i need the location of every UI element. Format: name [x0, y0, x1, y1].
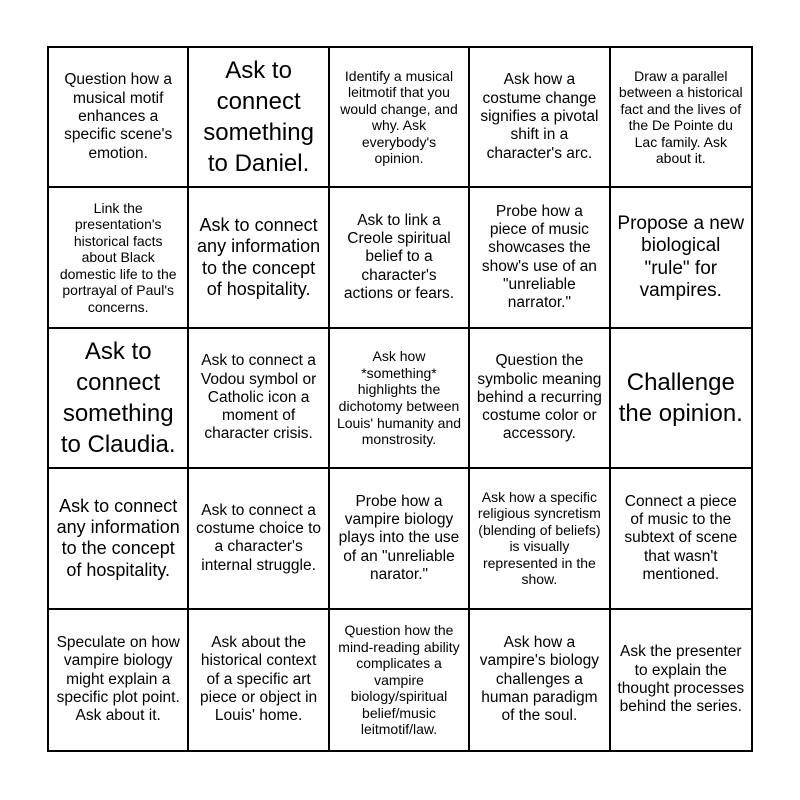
cell-text: Probe how a vampire biology plays into the use of an "unreliable narator."	[338, 492, 460, 583]
bingo-cell[interactable]	[330, 469, 470, 609]
bingo-cell[interactable]	[330, 329, 470, 469]
bingo-cell[interactable]	[470, 329, 610, 469]
cell-text: Question how the mind-reading ability complicates a vampire biology/spiritual belief/music leitmotif/law.	[338, 621, 460, 738]
cell-text: Ask how a specific religious syncretism (blending of beliefs) is visually represented in the show.	[477, 488, 601, 588]
bingo-cell[interactable]	[611, 48, 751, 188]
cell-text: Ask to connect any information to the concept of hospitality.	[56, 495, 180, 580]
bingo-cell[interactable]	[611, 610, 751, 750]
bingo-cell[interactable]	[189, 329, 329, 469]
cell-text: Identify a musical leitmotif that you would change, and why. Ask everybody's opinion.	[340, 67, 458, 167]
bingo-cell[interactable]	[330, 188, 470, 328]
cell-text: Ask how a costume change signifies a pivotal shift in a character's arc.	[480, 71, 599, 162]
bingo-cell[interactable]	[189, 469, 329, 609]
cell-text: Challenge the opinion.	[618, 368, 743, 427]
bingo-cell[interactable]	[330, 610, 470, 750]
bingo-cell[interactable]	[189, 610, 329, 750]
bingo-cell[interactable]	[189, 188, 329, 328]
cell-text: Question the symbolic meaning behind a recurring costume color or accessory.	[476, 352, 602, 443]
cell-text: Probe how a piece of music showcases the show's use of an "unreliable narrator."	[481, 202, 597, 312]
cell-text: Link the presentation's historical facts about Black domestic life to the portrayal of Paul's concerns.	[59, 199, 177, 315]
cell-text: Ask the presenter to explain the thought processes behind the series.	[617, 643, 745, 716]
bingo-cell[interactable]	[189, 48, 329, 188]
cell-text: Question how a musical motif enhances a specific scene's emotion.	[64, 71, 173, 162]
bingo-cell[interactable]	[49, 188, 189, 328]
cell-text: Speculate on how vampire biology might explain a specific plot point. Ask about it.	[56, 634, 180, 725]
bingo-cell[interactable]	[49, 48, 189, 188]
bingo-board	[47, 46, 753, 752]
cell-text: Ask to connect any information to the concept of hospitality.	[197, 215, 321, 299]
cell-text: Ask to connect something to Daniel.	[203, 56, 314, 178]
bingo-cell[interactable]	[611, 188, 751, 328]
cell-text: Ask about the historical context of a specific art piece or object in Louis' home.	[200, 634, 318, 725]
cell-text: Ask to connect a Vodou symbol or Catholic icon a moment of character crisis.	[200, 352, 317, 443]
bingo-cell[interactable]	[470, 610, 610, 750]
bingo-cell[interactable]	[330, 48, 470, 188]
cell-text: Ask to connect something to Claudia.	[60, 337, 176, 459]
cell-text: Ask to link a Creole spiritual belief to a character's actions or fears.	[343, 211, 455, 303]
cell-text: Propose a new biological "rule" for vampires.	[617, 212, 745, 301]
bingo-cell[interactable]	[470, 48, 610, 188]
cell-text: Ask to connect a costume choice to a character's internal struggle.	[196, 501, 322, 574]
bingo-cell[interactable]	[49, 329, 189, 469]
cell-text: Draw a parallel between a historical fact and the lives of the De Pointe du Lac family. Ask about it.	[618, 67, 743, 167]
cell-text: Connect a piece of music to the subtext of scene that wasn't mentioned.	[624, 492, 738, 583]
cell-text: Ask how a vampire's biology challenges a human paradigm of the soul.	[479, 634, 600, 725]
cell-text: Ask how *something* highlights the dichotomy between Louis' humanity and monstrosity.	[336, 348, 462, 448]
bingo-cell[interactable]	[611, 329, 751, 469]
bingo-cell[interactable]	[49, 610, 189, 750]
bingo-cell[interactable]	[470, 469, 610, 609]
bingo-cell[interactable]	[470, 188, 610, 328]
bingo-cell[interactable]	[49, 469, 189, 609]
bingo-cell[interactable]	[611, 469, 751, 609]
